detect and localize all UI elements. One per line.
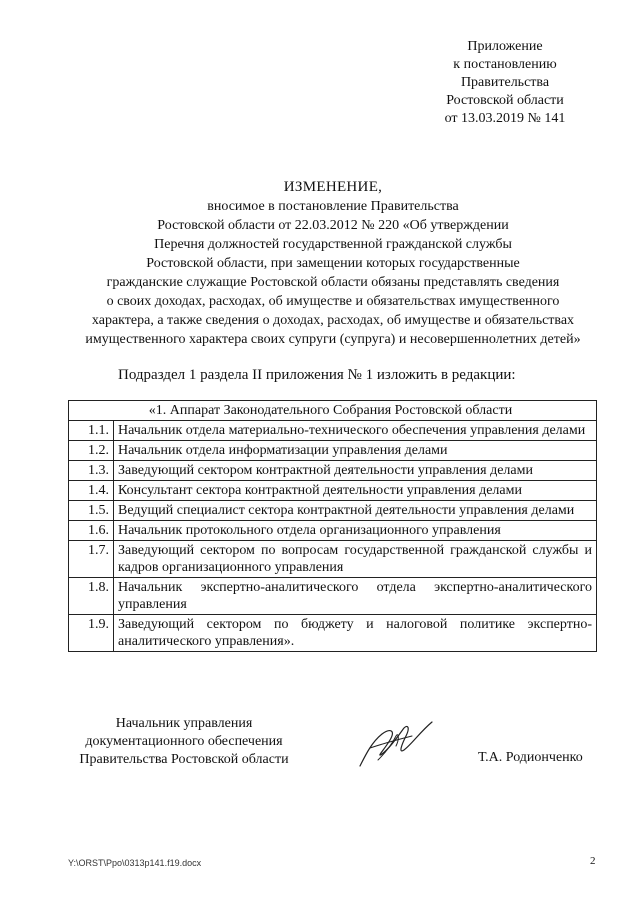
title-heading: ИЗМЕНЕНИЕ, bbox=[283, 179, 383, 195]
document-title bbox=[40, 178, 626, 349]
row-number: 1.7. bbox=[69, 541, 114, 578]
title-line: Ростовской области, при замещении которых государственные bbox=[146, 256, 520, 271]
table-row bbox=[69, 578, 597, 615]
lead-paragraph: Подраздел 1 раздела II приложения № 1 изложить в редакции: bbox=[118, 367, 516, 383]
row-number: 1.8. bbox=[69, 578, 114, 615]
appendix-date: от 13.03.2019 № 141 bbox=[444, 111, 566, 126]
table-row bbox=[69, 501, 597, 521]
row-text: Начальник экспертно-аналитического отдела экспертно-аналитического управления bbox=[114, 578, 597, 615]
table-row bbox=[69, 615, 597, 652]
appendix-line: Ростовской области bbox=[446, 93, 564, 108]
signatory-name: Т.А. Родионченко bbox=[478, 750, 583, 765]
positions-table bbox=[68, 400, 597, 652]
row-text: Начальник протокольного отдела организационного управления bbox=[114, 521, 597, 541]
title-line: гражданские служащие Ростовской области обязаны представлять сведения bbox=[106, 275, 560, 290]
table-row bbox=[69, 421, 597, 441]
row-number: 1.3. bbox=[69, 461, 114, 481]
title-line: Перечня должностей государственной гражданской службы bbox=[154, 237, 512, 252]
row-text: Ведущий специалист сектора контрактной деятельности управления делами bbox=[114, 501, 597, 521]
table-row bbox=[69, 441, 597, 461]
row-text: Заведующий сектором по бюджету и налоговой политике экспертно-аналитического управления». bbox=[114, 615, 597, 652]
table-row bbox=[69, 541, 597, 578]
table-header: «1. Аппарат Законодательного Собрания Ростовской области bbox=[69, 401, 597, 421]
table-header-row bbox=[69, 401, 597, 421]
title-line: о своих доходах, расходах, об имуществе и обязательствах имущественного bbox=[106, 294, 560, 309]
footer-file-path: Y:\ORST\Ppo\0313p141.f19.docx bbox=[68, 858, 202, 868]
row-text: Консультант сектора контрактной деятельности управления делами bbox=[114, 481, 597, 501]
table-row bbox=[69, 461, 597, 481]
appendix-line: Правительства bbox=[460, 75, 550, 90]
signatory-position-line: Правительства Ростовской области bbox=[79, 752, 289, 767]
row-text: Заведующий сектором контрактной деятельности управления делами bbox=[114, 461, 597, 481]
title-line: вносимое в постановление Правительства bbox=[207, 199, 459, 214]
table-row bbox=[69, 521, 597, 541]
row-number: 1.4. bbox=[69, 481, 114, 501]
signatory-position-line: Начальник управления bbox=[115, 716, 253, 731]
title-line: характера, а также сведения о доходах, расходах, об имуществе и обязательствах bbox=[91, 313, 575, 328]
signatory-position-line: документационного обеспечения bbox=[85, 734, 283, 749]
handwritten-signature-icon bbox=[352, 714, 442, 774]
row-text: Начальник отдела материально-технического обеспечения управления делами bbox=[114, 421, 597, 441]
row-text: Заведующий сектором по вопросам государственной гражданской службы и кадров организационного управления bbox=[114, 541, 597, 578]
row-number: 1.6. bbox=[69, 521, 114, 541]
appendix-line: к постановлению bbox=[453, 57, 557, 72]
appendix-block bbox=[420, 38, 590, 128]
row-text: Начальник отдела информатизации управления делами bbox=[114, 441, 597, 461]
row-number: 1.1. bbox=[69, 421, 114, 441]
row-number: 1.2. bbox=[69, 441, 114, 461]
table-row bbox=[69, 481, 597, 501]
appendix-line: Приложение bbox=[467, 39, 543, 54]
title-line: Ростовской области от 22.03.2012 № 220 «Об утверждении bbox=[157, 218, 509, 233]
page-number: 2 bbox=[590, 855, 596, 867]
signatory-position bbox=[64, 715, 304, 769]
row-number: 1.9. bbox=[69, 615, 114, 652]
row-number: 1.5. bbox=[69, 501, 114, 521]
title-line: имущественного характера своих супруги (супруга) и несовершеннолетних детей» bbox=[85, 332, 581, 347]
